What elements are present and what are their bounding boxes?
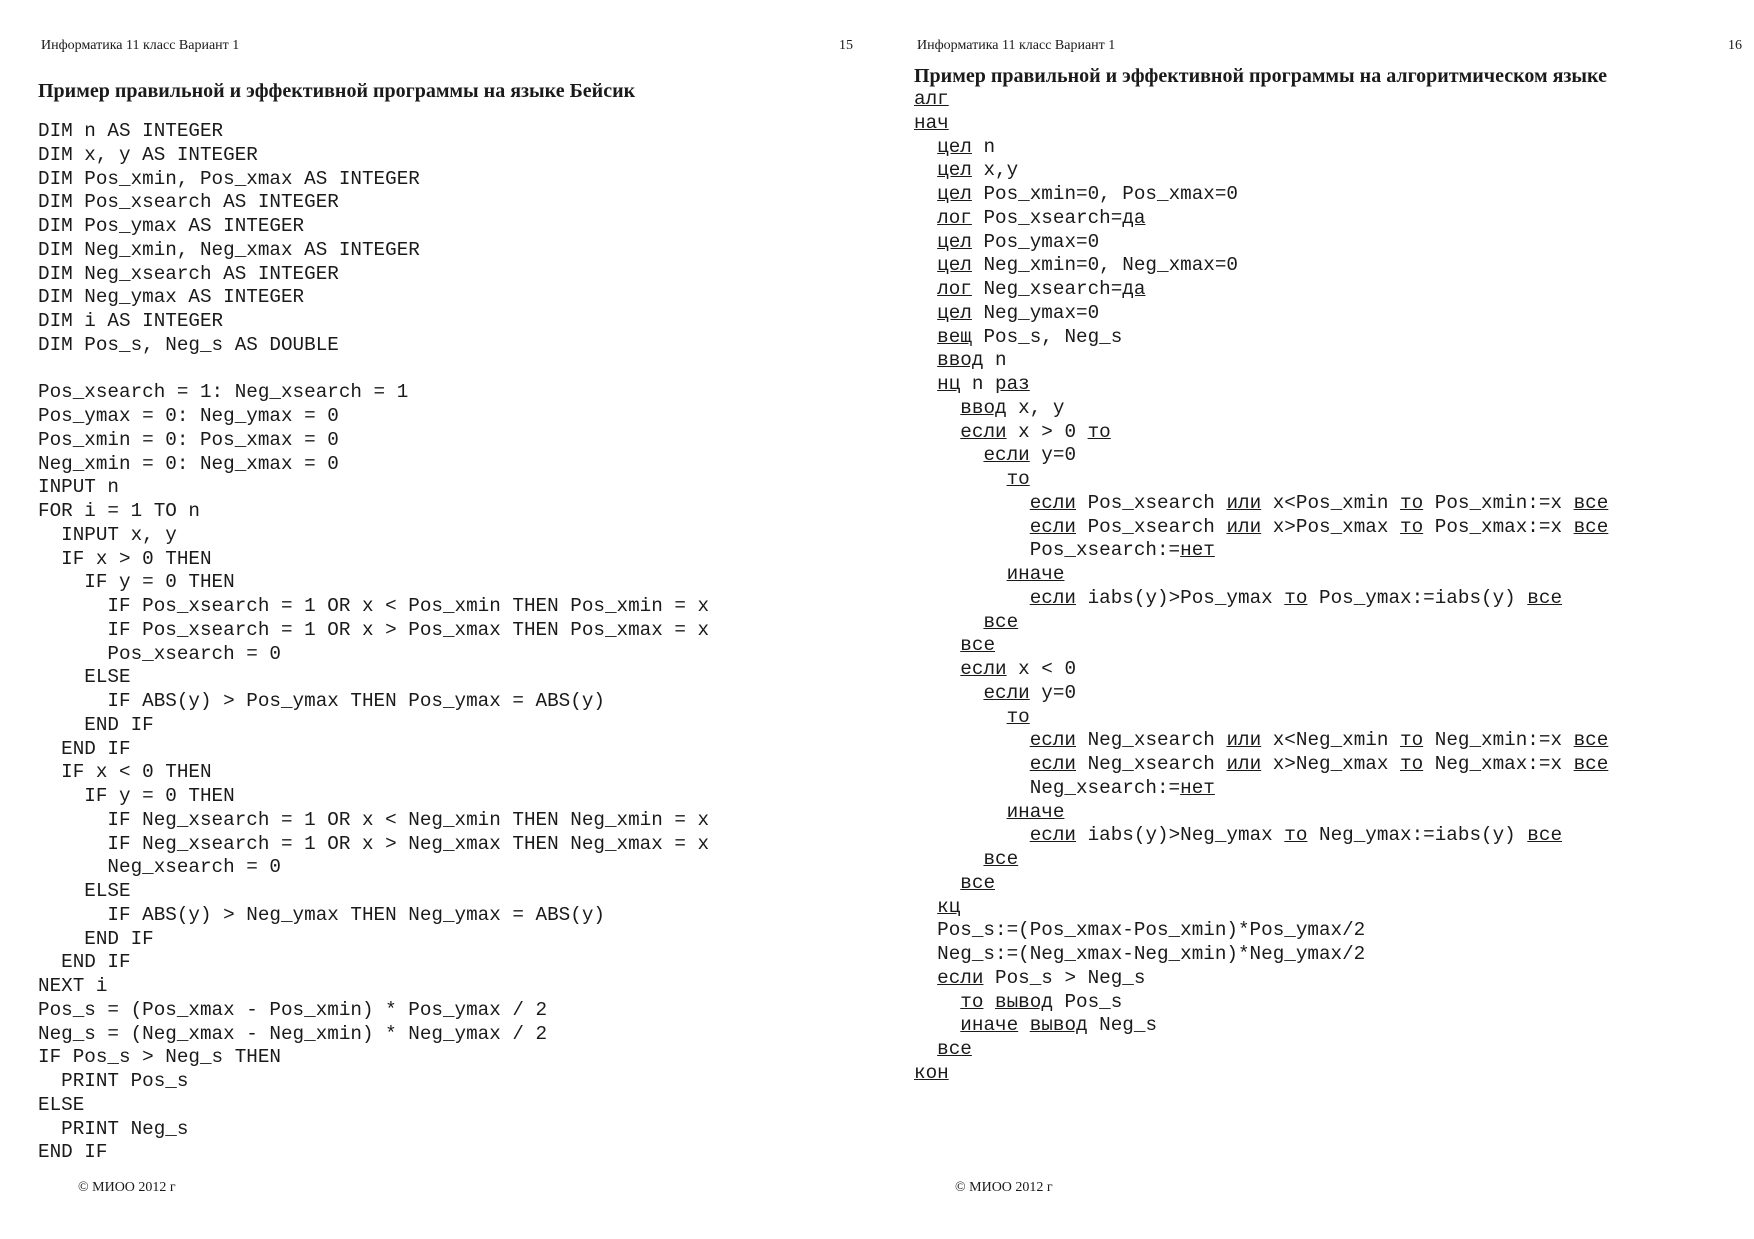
code-line: лог Pos_xsearch=да (937, 206, 1146, 229)
code-line: Pos_xmin = 0: Pos_xmax = 0 (38, 428, 339, 451)
page-title: Пример правильной и эффективной программы на алгоритмическом языке (914, 65, 1607, 87)
code-line (914, 706, 1608, 730)
code-line: Neg_s = (Neg_xmax - Neg_xmin) * Neg_ymax / 2 (38, 1022, 548, 1045)
code-line: если iabs(y)>Neg_ymax то Neg_ymax:=iabs(y) все (1029, 824, 1563, 847)
code-line: IF Pos_xsearch = 1 OR x < Pos_xmin THEN Pos_xmin = x (38, 595, 710, 617)
code-line: если y=0 (983, 444, 1077, 467)
code-line: цел Neg_ymax=0 (937, 301, 1100, 324)
code-line: INPUT n (38, 476, 119, 499)
basic-code-listing (38, 120, 709, 1165)
code-line: цел Pos_ymax=0 (937, 230, 1100, 253)
page-footer: © МИОО 2012 г (78, 1180, 176, 1195)
code-keyword: все (1573, 491, 1609, 514)
code-line: IF y = 0 THEN (38, 785, 235, 807)
code-line (914, 801, 1608, 825)
code-line: Neg_xsearch:=нет (914, 776, 1215, 799)
code-keyword: то (1400, 491, 1424, 514)
code-keyword: иначе (1006, 800, 1065, 823)
code-line: IF x > 0 THEN (38, 547, 212, 570)
code-keyword: все (960, 634, 996, 657)
code-keyword: если (1029, 515, 1077, 538)
code-keyword: вещ (937, 325, 972, 348)
code-keyword: то (1006, 705, 1030, 728)
code-line: Pos_xsearch:=нет (914, 539, 1215, 562)
code-keyword: если (960, 420, 1007, 443)
code-line: DIM Neg_ymax AS INTEGER (38, 286, 305, 309)
code-line (914, 1038, 1608, 1062)
code-line: Pos_xsearch = 1: Neg_xsearch = 1 (38, 381, 409, 404)
code-keyword: если (1029, 729, 1077, 752)
code-keyword: иначе (1006, 563, 1065, 585)
code-line: если Neg_xsearch или x<Neg_xmin то Neg_xmin:=x все (1029, 729, 1609, 752)
code-keyword: то (1400, 753, 1424, 775)
code-line: если y=0 (983, 681, 1077, 704)
code-line: IF ABS(y) > Neg_ymax THEN Neg_ymax = ABS(y) (38, 903, 605, 926)
page-header-subject: Информатика 11 класс Вариант 1 (41, 38, 240, 53)
code-keyword: все (983, 610, 1019, 633)
code-keyword: кон (914, 1061, 949, 1084)
code-line: IF ABS(y) > Pos_ymax THEN Pos_ymax = ABS(y) (38, 690, 605, 712)
code-line: ввод n (937, 349, 1007, 372)
code-line: END IF (38, 951, 131, 974)
code-line: ELSE (38, 880, 131, 902)
code-line: вещ Pos_s, Neg_s (937, 325, 1123, 348)
code-line: INPUT x, y (38, 523, 177, 546)
code-keyword: или (1226, 491, 1262, 514)
code-keyword: если (983, 444, 1030, 467)
code-keyword: то (1006, 468, 1030, 490)
code-keyword: ввод (937, 349, 984, 372)
code-keyword: все (983, 848, 1019, 870)
code-keyword: то (1087, 420, 1111, 443)
code-keyword: лог (937, 206, 972, 229)
code-line: IF Pos_s > Neg_s THEN (38, 1046, 281, 1069)
code-line: DIM Neg_xsearch AS INTEGER (38, 262, 339, 285)
code-keyword: если (1029, 491, 1077, 514)
code-keyword: раз (995, 373, 1030, 395)
code-line: END IF (38, 713, 154, 736)
code-line: ELSE (38, 1093, 85, 1116)
code-line: END IF (38, 927, 154, 950)
code-line: END IF (38, 1141, 108, 1164)
code-keyword: если (1029, 753, 1077, 775)
code-line: если Pos_xsearch или x<Pos_xmin то Pos_xmin:=x все (1029, 491, 1609, 514)
code-keyword: если (937, 966, 984, 989)
code-keyword: если (960, 658, 1007, 680)
code-keyword: иначе (960, 1014, 1019, 1037)
code-line: PRINT Pos_s (38, 1070, 189, 1092)
code-line: PRINT Neg_s (38, 1117, 189, 1140)
code-keyword: то (1400, 729, 1424, 752)
code-line: DIM n AS INTEGER (38, 120, 224, 142)
code-keyword: цел (937, 254, 972, 277)
code-keyword: или (1226, 515, 1262, 538)
code-line: нц n раз (937, 373, 1030, 395)
code-keyword: нц (937, 373, 961, 395)
code-line (914, 468, 1608, 492)
code-line (914, 563, 1608, 587)
code-line: если Pos_xsearch или x>Pos_xmax то Pos_xmax:=x все (1029, 515, 1609, 538)
code-line: то вывод Pos_s (960, 990, 1123, 1013)
code-line: IF y = 0 THEN (38, 571, 235, 594)
code-line: END IF (38, 737, 131, 760)
page-right (877, 0, 1754, 1239)
code-keyword: если (1029, 586, 1077, 609)
code-line: Pos_xsearch = 0 (38, 642, 281, 665)
code-line: если Neg_xsearch или x>Neg_xmax то Neg_xmax:=x все (1029, 753, 1609, 775)
code-line: DIM Pos_s, Neg_s AS DOUBLE (38, 333, 339, 356)
code-line: лог Neg_xsearch=да (937, 278, 1146, 300)
code-keyword: все (960, 871, 996, 894)
code-keyword: ввод (960, 396, 1007, 419)
code-keyword: нач (914, 111, 949, 134)
code-keyword: кц (937, 895, 961, 918)
code-keyword: лог (937, 278, 972, 300)
code-line: если x < 0 (960, 658, 1077, 680)
code-keyword: или (1226, 729, 1262, 752)
code-line (914, 1062, 1608, 1086)
code-keyword: или (1226, 753, 1262, 775)
code-line: если x > 0 то (960, 420, 1111, 443)
algorithmic-code-listing (914, 88, 1608, 1086)
page-number: 15 (839, 38, 853, 53)
code-keyword: цел (937, 135, 972, 158)
code-line (914, 634, 1608, 658)
page-number: 16 (1728, 38, 1742, 53)
code-line: Neg_xmin = 0: Neg_xmax = 0 (38, 452, 339, 475)
code-keyword: цел (937, 183, 972, 205)
code-keyword: если (983, 681, 1030, 704)
code-line: цел x,y (937, 159, 1019, 182)
code-line: Pos_ymax = 0: Neg_ymax = 0 (38, 405, 339, 427)
code-line: IF Neg_xsearch = 1 OR x > Neg_xmax THEN Neg_xmax = x (38, 832, 710, 855)
code-line: Pos_s:=(Pos_xmax-Pos_xmin)*Pos_ymax/2 (914, 919, 1366, 942)
page-title: Пример правильной и эффективной программы на языке Бейсик (38, 80, 636, 102)
code-keyword: то (1400, 515, 1424, 538)
code-line: цел Pos_xmin=0, Pos_xmax=0 (937, 183, 1238, 205)
code-keyword: все (1573, 753, 1609, 775)
page-header-subject: Информатика 11 класс Вариант 1 (917, 38, 1116, 53)
code-line: DIM x, y AS INTEGER (38, 143, 258, 166)
code-line: Neg_xsearch = 0 (38, 856, 281, 879)
code-keyword: цел (937, 159, 972, 182)
code-line: если iabs(y)>Pos_ymax то Pos_ymax:=iabs(y) все (1029, 586, 1563, 609)
code-line: DIM Pos_xsearch AS INTEGER (38, 191, 339, 214)
code-keyword: то (1284, 824, 1308, 847)
code-keyword: все (1527, 824, 1563, 847)
code-keyword: цел (937, 230, 972, 253)
code-keyword: все (1573, 729, 1609, 752)
code-line: цел n (937, 135, 996, 158)
code-line: цел Neg_xmin=0, Neg_xmax=0 (937, 254, 1238, 277)
code-keyword: то (960, 990, 984, 1013)
code-keyword: все (937, 1038, 972, 1060)
page-footer: © МИОО 2012 г (955, 1180, 1053, 1195)
code-line: ELSE (38, 666, 131, 689)
code-line (914, 88, 1608, 112)
code-line: FOR i = 1 TO n (38, 500, 200, 522)
code-keyword: да (1122, 278, 1146, 300)
code-line: DIM i AS INTEGER (38, 310, 224, 332)
code-line (914, 112, 1608, 136)
code-line: Pos_s = (Pos_xmax - Pos_xmin) * Pos_ymax / 2 (38, 998, 548, 1021)
code-line: иначе вывод Neg_s (960, 1014, 1158, 1037)
code-line: DIM Neg_xmin, Neg_xmax AS INTEGER (38, 238, 420, 261)
code-keyword: то (1284, 586, 1308, 609)
code-keyword: все (1573, 515, 1609, 538)
code-keyword: все (1527, 586, 1563, 609)
code-line: DIM Pos_ymax AS INTEGER (38, 215, 305, 237)
code-line (914, 848, 1608, 872)
code-keyword: нет (1180, 539, 1215, 562)
code-line: DIM Pos_xmin, Pos_xmax AS INTEGER (38, 167, 420, 190)
code-line (914, 611, 1608, 635)
code-line (914, 872, 1608, 896)
code-keyword: алг (914, 88, 949, 110)
code-line (914, 896, 1608, 920)
code-line: ввод x, y (960, 396, 1065, 419)
code-line: IF Neg_xsearch = 1 OR x < Neg_xmin THEN Neg_xmin = x (38, 808, 710, 831)
code-line: IF x < 0 THEN (38, 761, 212, 784)
code-line: Neg_s:=(Neg_xmax-Neg_xmin)*Neg_ymax/2 (914, 943, 1366, 965)
code-keyword: вывод (995, 990, 1053, 1013)
code-line (38, 358, 709, 382)
code-keyword: нет (1180, 776, 1215, 799)
code-keyword: вывод (1029, 1014, 1088, 1037)
code-keyword: если (1029, 824, 1077, 847)
code-line: NEXT i (38, 975, 108, 997)
code-line: если Pos_s > Neg_s (937, 966, 1146, 989)
code-keyword: цел (937, 301, 972, 324)
code-keyword: да (1122, 206, 1146, 229)
code-line: IF Pos_xsearch = 1 OR x > Pos_xmax THEN Pos_xmax = x (38, 618, 710, 641)
